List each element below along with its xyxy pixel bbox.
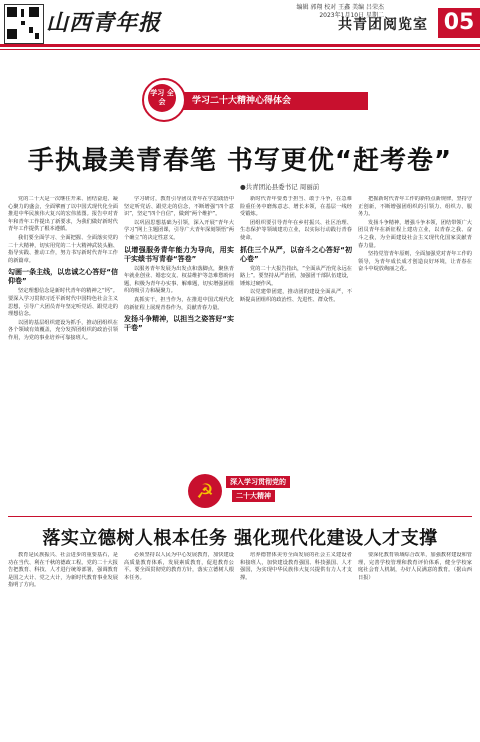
subheading: 勾画一条主线，以忠诚之心答好“信仰卷” (8, 268, 118, 286)
paragraph: 团组织要引导青年在乡村振兴、社区治理、生态保护等领域建功立业，以实际行动践行青春使命。 (240, 219, 352, 241)
article-2-column-3 (240, 552, 352, 730)
paragraph: 把握新时代青年工作的新特点新规律，坚持守正创新，不断增强团组织的引领力、组织力、服务力。 (358, 196, 472, 218)
article-byline: ●共青团沁县委书记 周丽前 (240, 183, 320, 191)
subheading: 抓住三个从严，以奋斗之心答好“初心卷” (240, 245, 352, 263)
party-emblem-icon: ☭ (188, 474, 222, 508)
article-2-headline: 落实立德树人根本任务 强化现代化建设人才支撑 (42, 528, 438, 549)
emblem-slogan-1: 深入学习贯彻党的 (226, 476, 290, 488)
paragraph: 我们要全面学习、全面把握、全面落实党的二十大精神，切实用党的二十大精神武装头脑、指导实践、推动工作，努力书写新时代青年工作的新篇章。 (8, 234, 118, 264)
column-banner-title: 学习二十大精神心得体会 (192, 96, 292, 106)
article-2-column-1 (8, 552, 118, 730)
newspaper-logo: 山西青年报 (46, 10, 162, 36)
qr-code-icon (4, 4, 44, 44)
subheading: 以增强服务青年能力为导向，用实干实绩书写青春“答卷” (124, 245, 234, 263)
article-column-3 (240, 196, 352, 466)
page-number: 05 (438, 8, 480, 38)
header-rule-thin (0, 49, 480, 50)
paragraph: 必须坚持以人民为中心发展教育，加快建设高质量教育体系，发展素质教育，促进教育公平。要全面贯彻党的教育方针，落实立德树人根本任务。 (124, 552, 234, 581)
masthead (0, 0, 480, 44)
article-column-1 (8, 196, 118, 466)
paragraph: 教育是民族振兴、社会进步的重要基石，是功在当代、利在千秋的德政工程。党的二十大报告把教育、科技、人才进行统筹部署，强调教育是国之大计、党之大计，为新时代教育事业发展指明了方向。 (8, 552, 118, 589)
paragraph: 以团的基层组织建设为抓手，推动团组织在各个领域有效覆盖，充分发挥团组织的政治引领作用，为党的事业培养可靠接班人。 (8, 319, 118, 341)
paragraph: 以服务青年发展为出发点和落脚点，聚焦青年就业创业、婚恋交友、权益维护等急难愁盼问题，积极为青年办实事、解难题，切实增强团组织的吸引力和凝聚力。 (124, 265, 234, 295)
column-badge-label: 学习 全会 (148, 84, 176, 112)
paragraph: 发扬斗争精神，增强斗争本领，团结带领广大团员青年在新征程上建功立业，以青春之我、奋斗之我，为全面建设社会主义现代化国家贡献青春力量。 (358, 219, 472, 249)
article-2-column-4 (358, 552, 472, 724)
section-title: 共青团阅览室 (338, 17, 428, 33)
meta-date: 2023年1月10日 星期二 (319, 12, 384, 19)
meta-editors: 编辑 郭翔 校对 王鑫 美编 吕荣杰 (296, 4, 384, 11)
paragraph: 坚定理想信念是新时代青年的精神之“钙”。要深入学习贯彻习近平新时代中国特色社会主义思想，引导广大团员青年坚定听党话、跟党走的理想信念。 (8, 288, 118, 318)
section-divider (8, 516, 472, 517)
subheading: 发扬斗争精神，以担当之姿答好“实干卷” (124, 315, 234, 333)
paragraph: 以党建带团建，推动团的建设全面从严，不断提高团组织的政治性、先进性、群众性。 (240, 289, 352, 303)
article-2-column-2 (124, 552, 234, 730)
article-column-2 (124, 196, 234, 466)
paragraph: 学习研讨，教育引导团员青年在学思践悟中坚定听党话、跟党走的信念，不断增强“四个意识”，坚定“四个自信”，做到“两个维护”。 (124, 196, 234, 218)
article-column-4 (358, 196, 472, 466)
paragraph: 培养德智体美劳全面发展的社会主义建设者和接班人，加快建设教育强国、科技强国、人才强国，为实现中华民族伟大复兴提供有力人才支撑。 (240, 552, 352, 581)
paragraph: 党的二十大报告指出，“全面从严治党永远在路上”。要坚持从严治团，加强团干部队伍建设，锤炼过硬作风。 (240, 265, 352, 287)
paragraph: 真抓实干，担当作为，在推进中国式现代化的新征程上展现青春作为，贡献青春力量。 (124, 296, 234, 311)
paragraph: 坚持党管青年原则，全面加强党对青年工作的领导，为青年成长成才创造良好环境，让青春在奋斗中绽放绚丽之花。 (358, 251, 472, 273)
paragraph: 以巩固思想基础为引领，深入开展“青年大学习”网上主题团课，引导广大青年深刻领悟“两个确立”的决定性意义。 (124, 219, 234, 241)
emblem-slogan-2: 二十大精神 (232, 490, 275, 502)
paragraph: 要深化教育领域综合改革，加强教材建设和管理，完善学校管理和教育评价体系，健全学校家庭社会育人机制，办好人民满意的教育。（据山西日报） (358, 552, 472, 581)
header-rule (0, 44, 480, 47)
article-headline: 手执最美青春笔 书写更优“赶考卷” (27, 146, 453, 176)
party-emblem-block (182, 468, 298, 520)
paragraph: 党的二十大是一次继往开来、团结奋进、凝心聚力的盛会，全面擘画了以中国式现代化全面推进中华民族伟大复兴的宏伟蓝图。报告中对青年和青年工作提出了新要求，为我们做好新时代青年工作提供了根本遵循。 (8, 196, 118, 233)
paragraph: 新时代青年要勇于担当、敢于斗争，在急难险重任务中磨炼意志、增长本领，在基层一线经受锻炼。 (240, 196, 352, 218)
